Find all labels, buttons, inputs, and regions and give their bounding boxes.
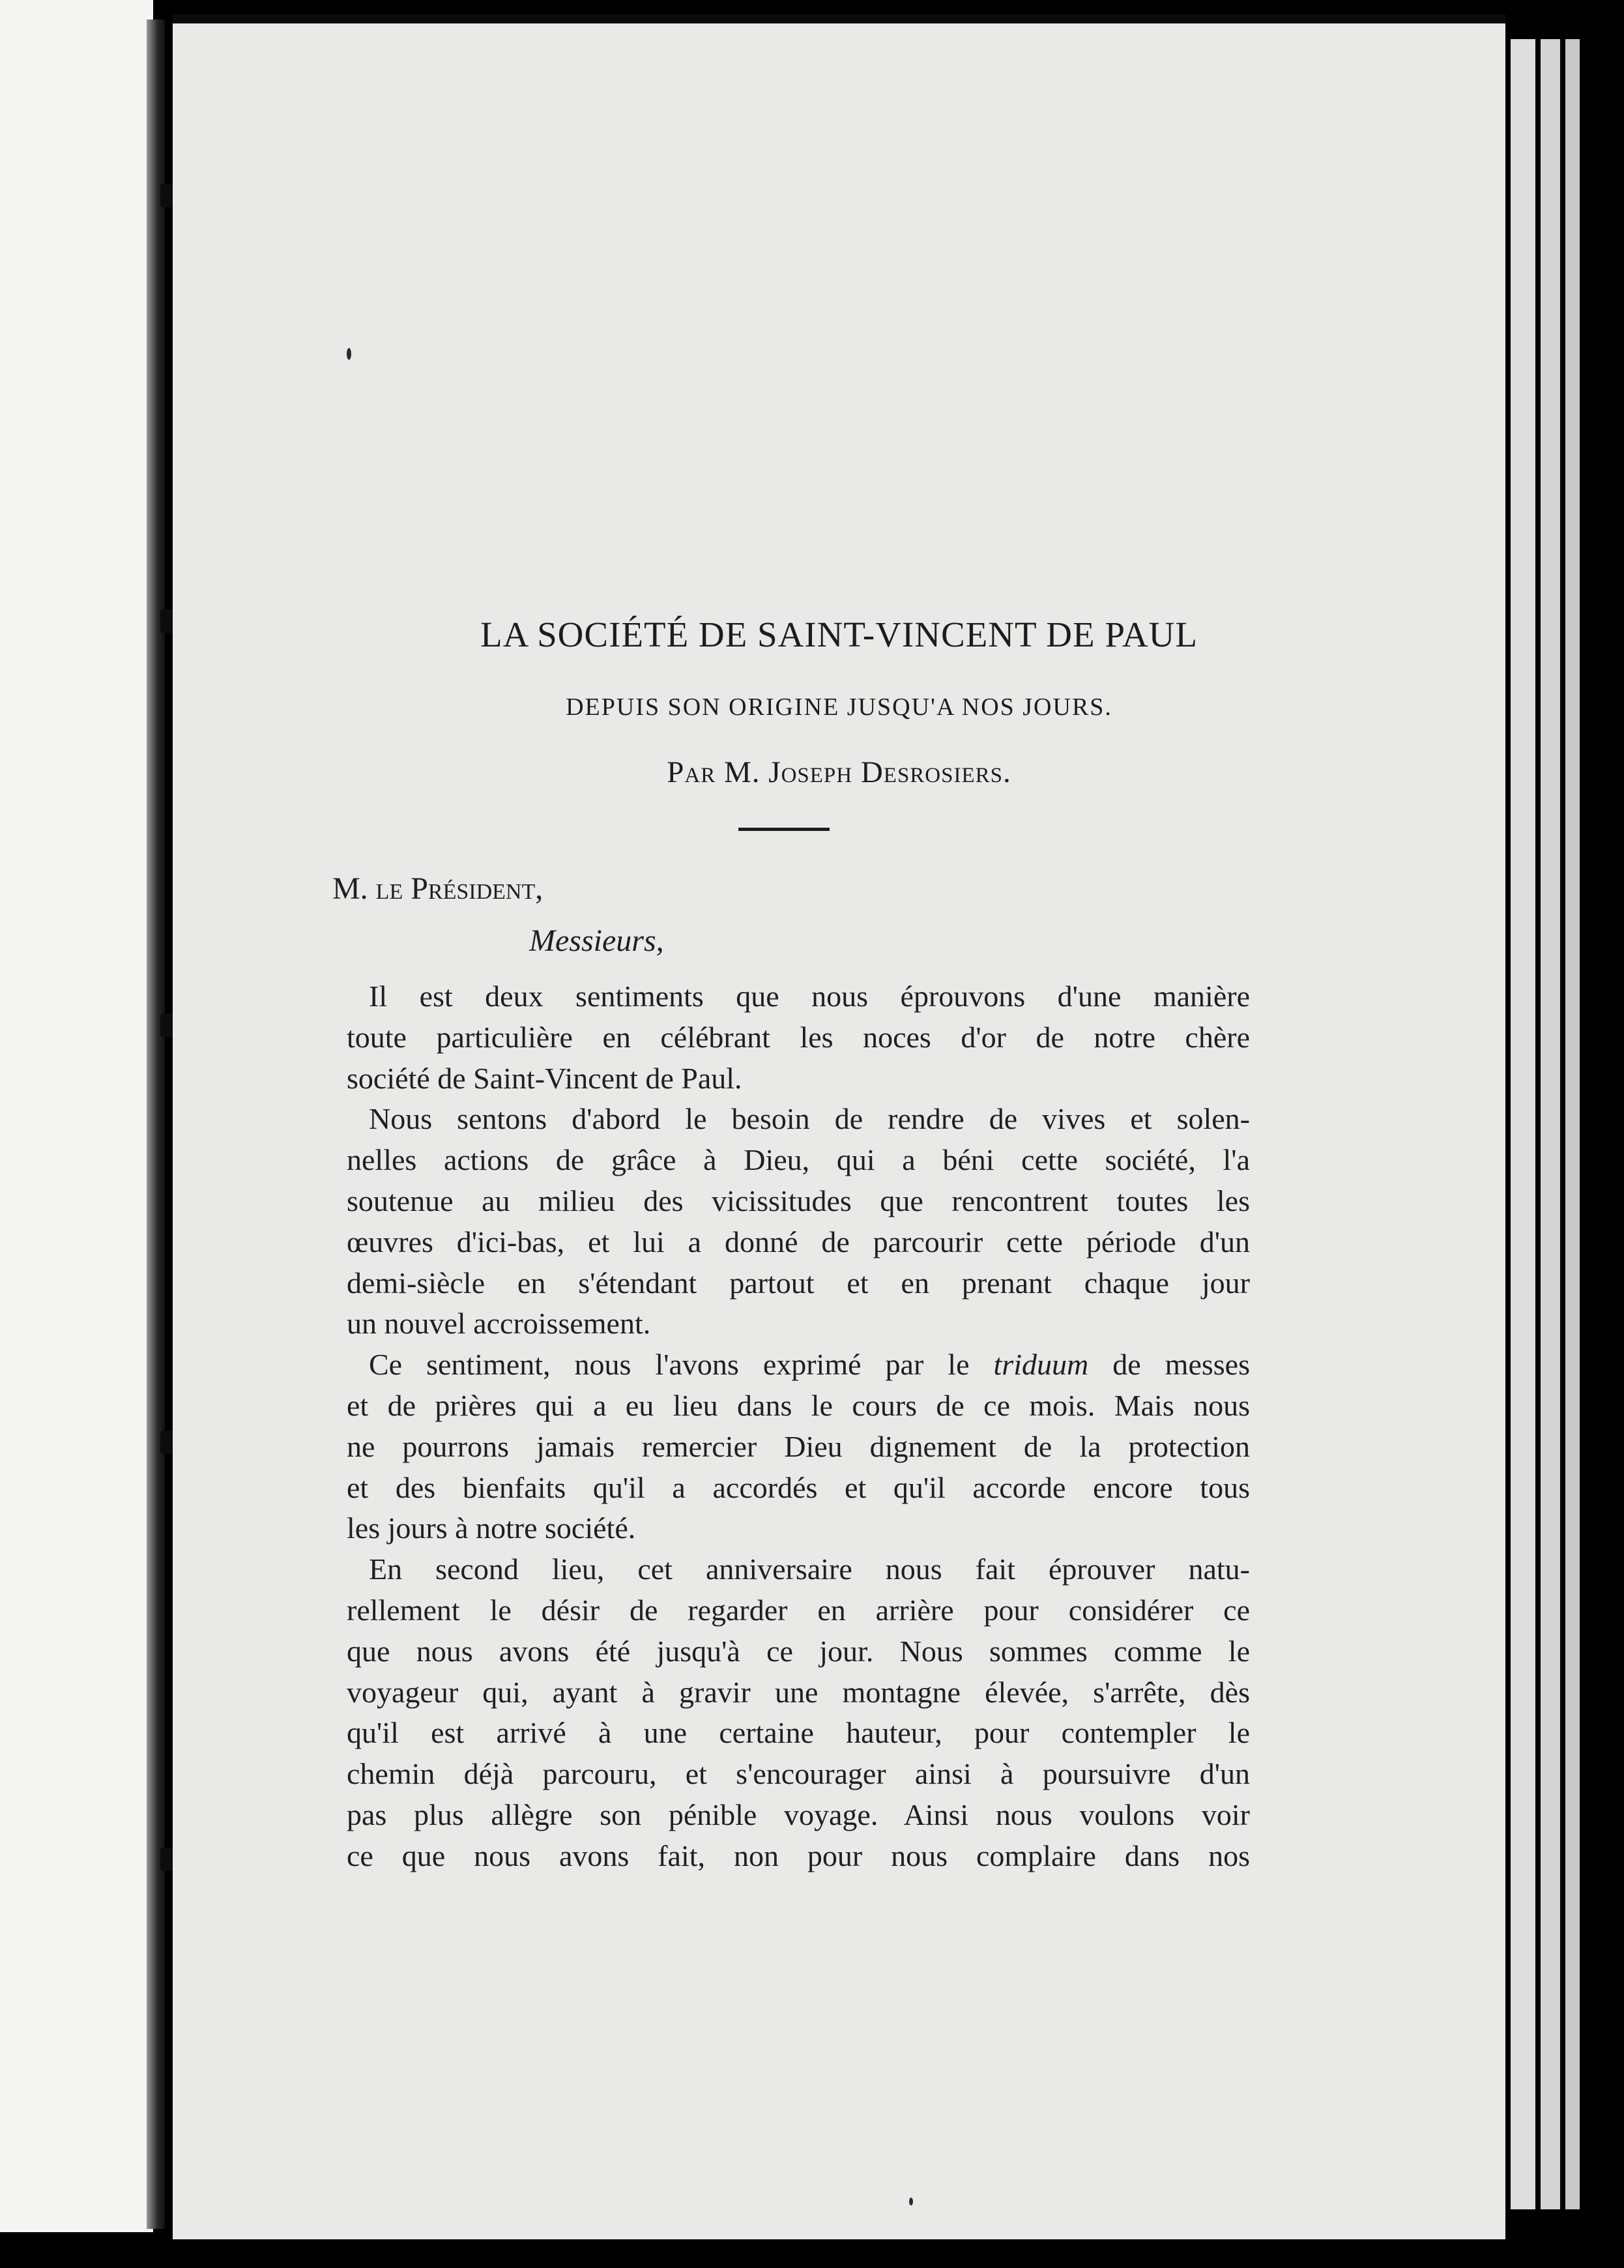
- text-line: un nouvel accroissement.: [347, 1307, 651, 1341]
- document-subtitle: DEPUIS SON ORIGINE JUSQU'A NOS JOURS.: [566, 693, 1112, 721]
- text-line: rellement le désir de regarder en arrière pour considérer ce: [347, 1593, 1250, 1627]
- text-line: les jours à notre société.: [347, 1511, 636, 1545]
- text-line: que nous avons été jusqu'à ce jour. Nous sommes comme le: [347, 1634, 1250, 1668]
- text-line: œuvres d'ici-bas, et lui a donné de parcourir cette période d'un: [347, 1225, 1250, 1258]
- text-line: Il est deux sentiments que nous éprouvons d'une manière: [369, 980, 1250, 1013]
- book-gutter: [147, 20, 165, 2229]
- text-line: ne pourrons jamais remercier Dieu dignement de la protection: [347, 1429, 1250, 1463]
- text-line: soutenue au milieu des vicissitudes que rencontrent toutes les: [347, 1184, 1250, 1217]
- text-line: chemin déjà parcouru, et s'encourager ainsi à poursuivre d'un: [347, 1757, 1250, 1791]
- text-line: [347, 1345, 1250, 1386]
- page-edge: [1565, 39, 1580, 2209]
- title-divider: [738, 828, 830, 831]
- ink-speck: [909, 2198, 913, 2205]
- body-text: [347, 976, 1250, 1877]
- emphasis-triduum: triduum: [993, 1348, 1089, 1382]
- salutation-messieurs: Messieurs,: [529, 923, 664, 958]
- page-edge: [1511, 39, 1535, 2209]
- text-line: demi-siècle en s'étendant partout et en prenant chaque jour: [347, 1266, 1250, 1300]
- page-edge: [1541, 39, 1560, 2209]
- text-line: ce que nous avons fait, non pour nous complaire dans nos: [347, 1839, 1250, 1872]
- text-run: de messes: [1088, 1348, 1250, 1382]
- text-line: qu'il est arrivé à une certaine hauteur, pour contempler le: [347, 1716, 1250, 1750]
- text-line: voyageur qui, ayant à gravir une montagne élevée, s'arrête, dès: [347, 1675, 1250, 1709]
- text-line: nelles actions de grâce à Dieu, qui a béni cette société, l'a: [347, 1143, 1250, 1177]
- document-title: LA SOCIÉTÉ DE SAINT-VINCENT DE PAUL: [480, 615, 1198, 654]
- text-line: Nous sentons d'abord le besoin de rendre de vives et solen-: [369, 1102, 1250, 1136]
- text-line: et des bienfaits qu'il a accordés et qu'il accorde encore tous: [347, 1470, 1250, 1504]
- text-line: pas plus allègre son pénible voyage. Ainsi nous voulons voir: [347, 1797, 1250, 1831]
- text-line: En second lieu, cet anniversaire nous fait éprouver natu-: [369, 1552, 1250, 1586]
- text-run: Ce sentiment, nous l'avons exprimé par le: [369, 1348, 994, 1382]
- salutation-president: M. le Président,: [332, 871, 544, 906]
- text-line: société de Saint-Vincent de Paul.: [347, 1061, 742, 1095]
- text-line: toute particulière en célébrant les noces d'or de notre chère: [347, 1020, 1250, 1054]
- facing-page: [0, 0, 153, 2232]
- document-author: Par M. Joseph Desrosiers.: [667, 755, 1011, 789]
- ink-speck: [347, 348, 351, 360]
- text-line: et de prières qui a eu lieu dans le cours de ce mois. Mais nous: [347, 1388, 1250, 1422]
